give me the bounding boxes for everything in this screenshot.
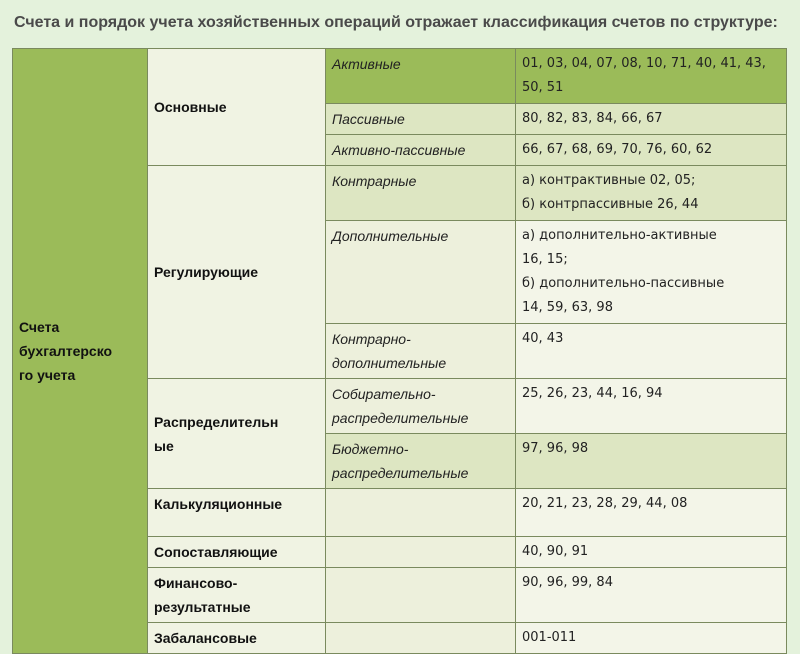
category-cell — [326, 568, 516, 623]
group-cell: Регулирующие — [148, 166, 326, 379]
category-cell: Контрарные — [326, 166, 516, 221]
category-cell: Дополнительные — [326, 221, 516, 324]
codes-cell: а) дополнительно-активные 16, 15; б) дополнительно-пассивные 14, 59, 63, 98 — [516, 221, 787, 324]
category-cell: Активные — [326, 49, 516, 104]
table-row — [13, 49, 787, 104]
category-cell — [326, 489, 516, 537]
category-cell: Бюджетно- распределительные — [326, 434, 516, 489]
category-cell: Контрарно- дополнительные — [326, 324, 516, 379]
category-cell: Пассивные — [326, 104, 516, 135]
codes-cell: 001-011 — [516, 623, 787, 654]
codes-cell: 20, 21, 23, 28, 29, 44, 08 — [516, 489, 787, 537]
group-cell: Калькуляционные — [148, 489, 326, 537]
group-cell: Распределительн ые — [148, 379, 326, 489]
codes-cell: 66, 67, 68, 69, 70, 76, 60, 62 — [516, 135, 787, 166]
accounts-classification-table — [12, 48, 787, 654]
codes-cell: 25, 26, 23, 44, 16, 94 — [516, 379, 787, 434]
group-cell: Сопоставляющие — [148, 537, 326, 568]
codes-cell: 97, 96, 98 — [516, 434, 787, 489]
codes-cell: 40, 43 — [516, 324, 787, 379]
codes-cell: 90, 96, 99, 84 — [516, 568, 787, 623]
category-cell — [326, 537, 516, 568]
root-category-cell: Счета бухгалтерско го учета — [13, 49, 148, 654]
group-cell: Основные — [148, 49, 326, 166]
codes-cell: 40, 90, 91 — [516, 537, 787, 568]
category-cell — [326, 623, 516, 654]
category-cell: Собирательно- распределительные — [326, 379, 516, 434]
category-cell: Активно-пассивные — [326, 135, 516, 166]
codes-cell: 80, 82, 83, 84, 66, 67 — [516, 104, 787, 135]
group-cell: Забалансовые — [148, 623, 326, 654]
slide-title: Счета и порядок учета хозяйственных операций отражает классификация счетов по структуре: — [14, 14, 778, 31]
codes-cell: а) контрактивные 02, 05; б) контрпассивные 26, 44 — [516, 166, 787, 221]
codes-cell: 01, 03, 04, 07, 08, 10, 71, 40, 41, 43, 50, 51 — [516, 49, 787, 104]
group-cell: Финансово- результатные — [148, 568, 326, 623]
